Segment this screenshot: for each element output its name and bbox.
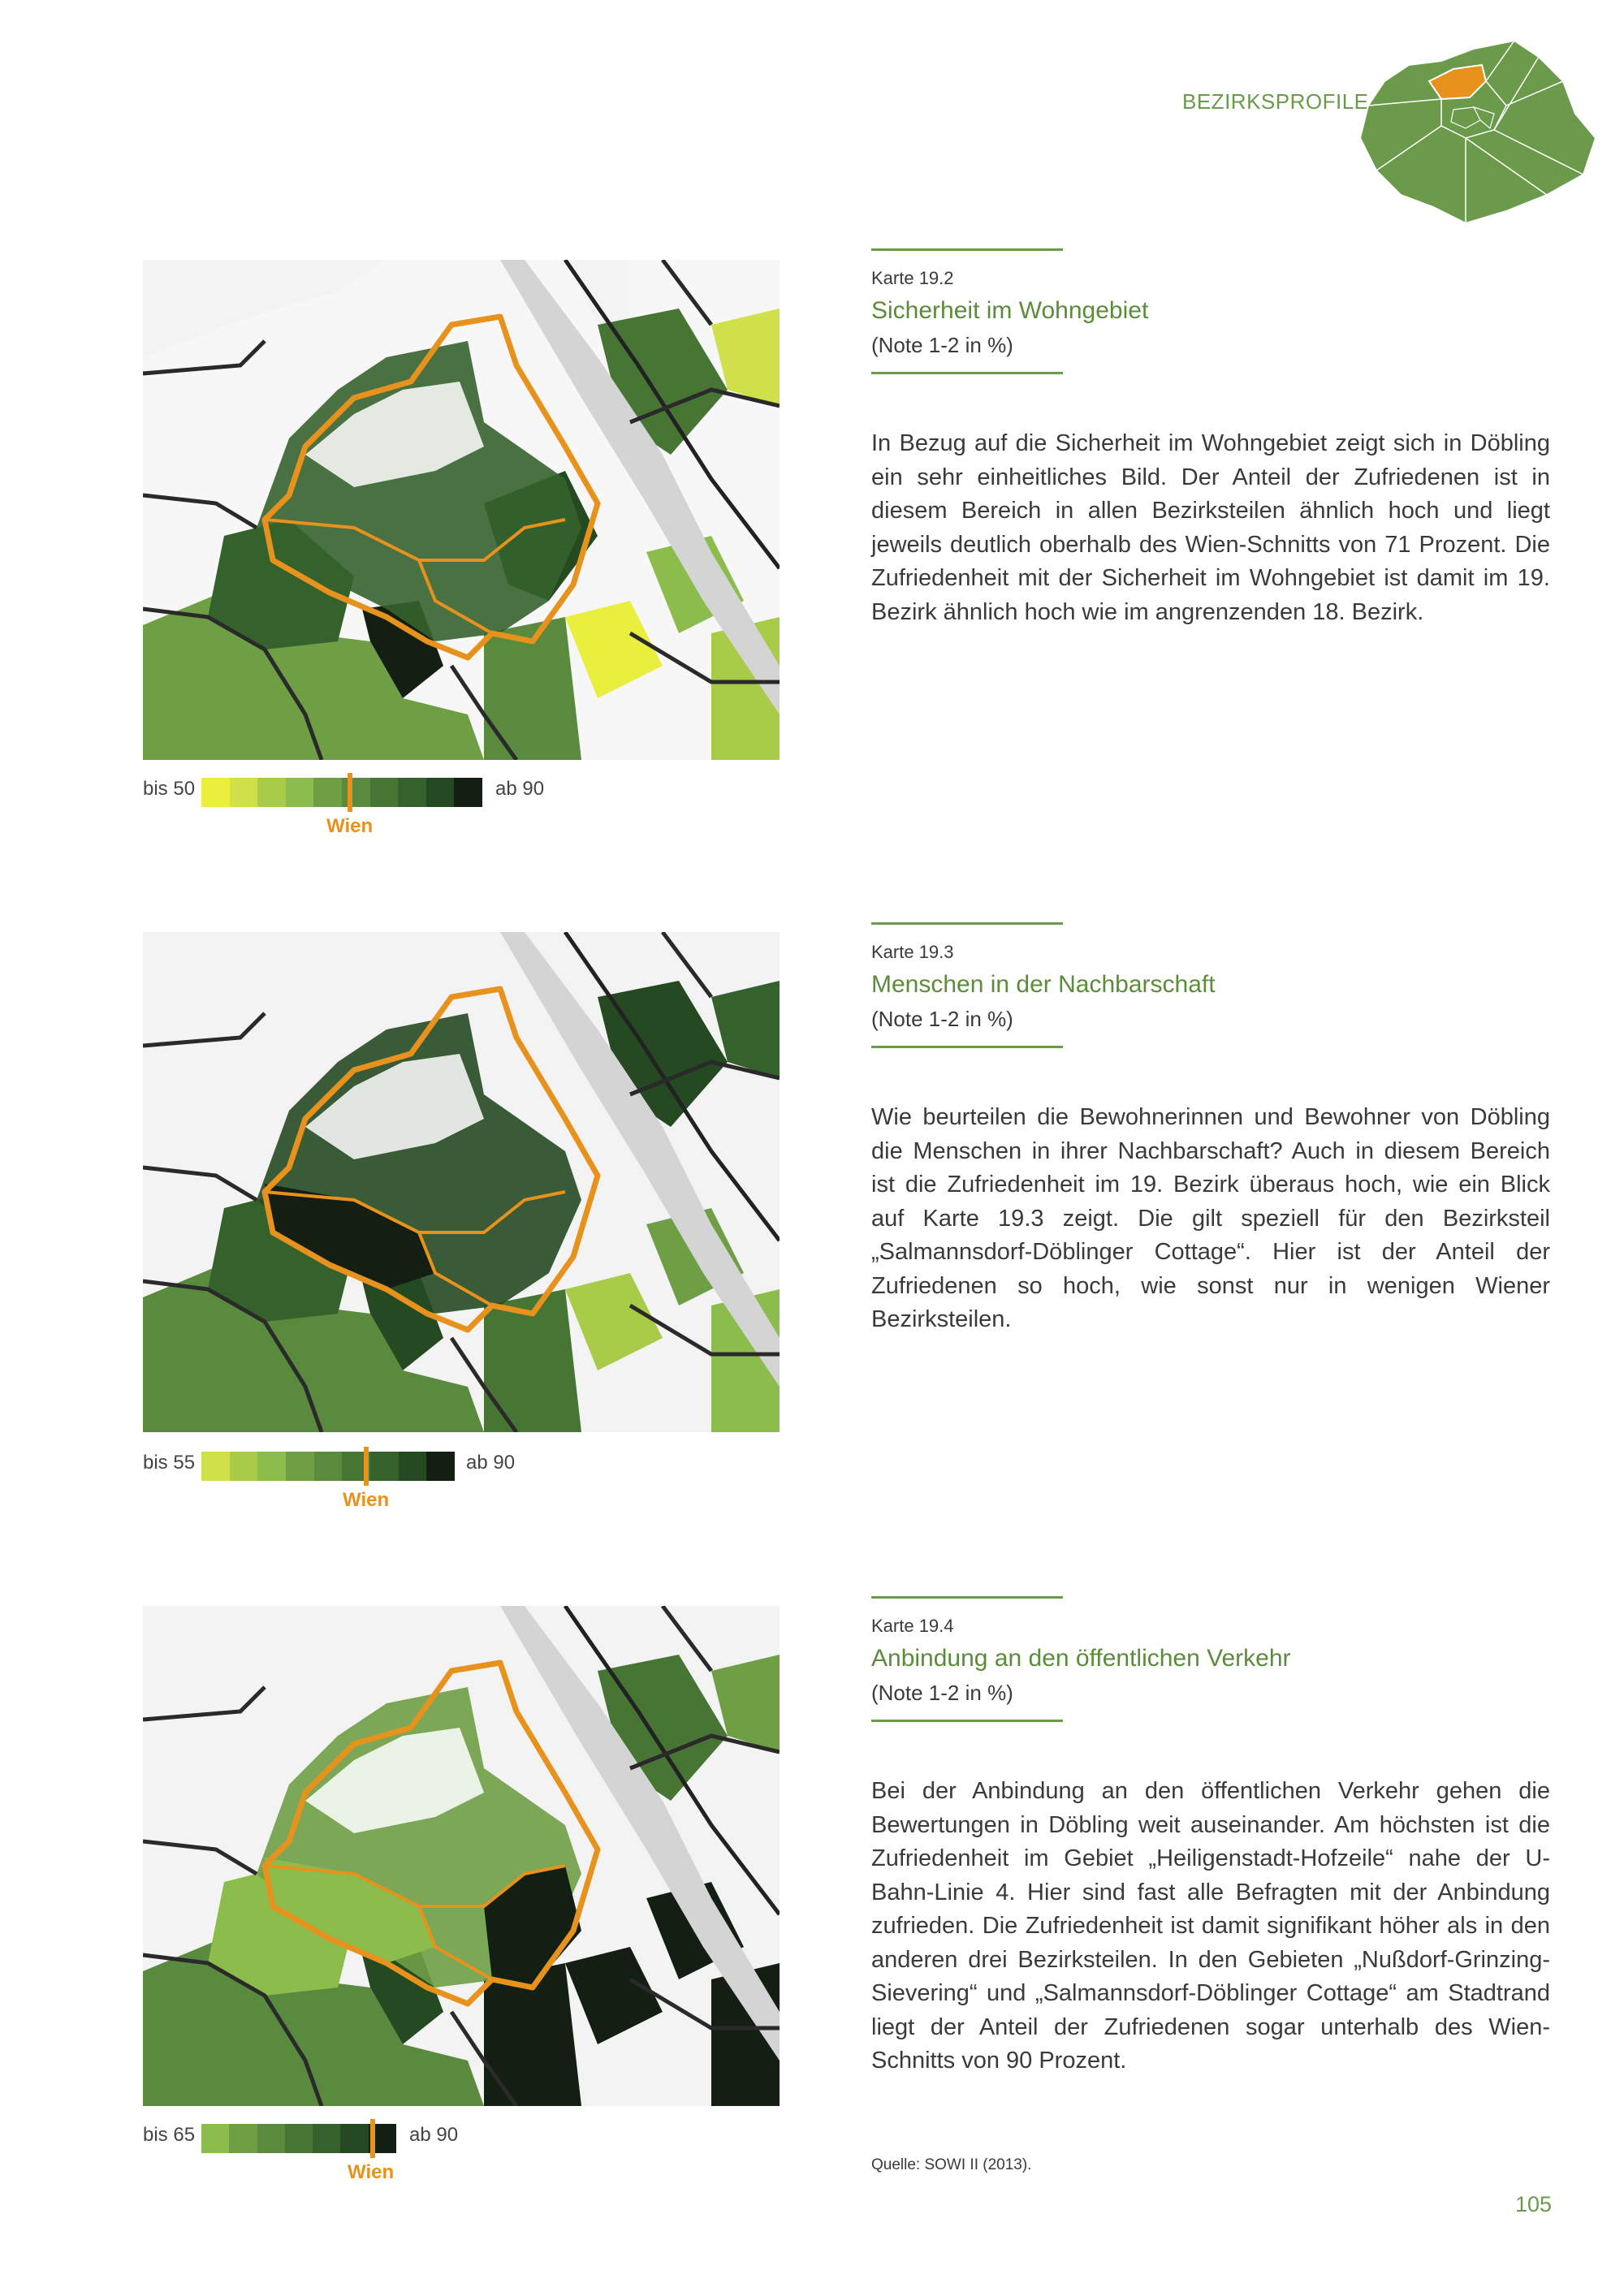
paragraph: Wie beurteilen die Bewohnerinnen und Bewohner von Döbling die Menschen in ihrer Nachbarschaft? Auch in diesem Bereich ist die Zufriedenheit im 19. Bezirk überaus hoch, wie ein Blick auf Karte 19.3 zeigt. Die gilt speziell für den Bezirksteil „Salmannsdorf-Döblinger Cottage“. Hier ist der Anteil der Zufriedenen so hoch, wie sonst nur in wenigen Wiener Bezirksteilen. <box>871 1104 1550 1332</box>
map-sicherheit-graphic <box>143 260 780 760</box>
legend-wien-marker <box>364 1447 369 1486</box>
map-number: Karte 19.2 <box>871 268 954 288</box>
legend-swatch <box>399 1452 427 1481</box>
legend-swatch <box>342 778 370 807</box>
divider <box>871 922 1063 925</box>
legend-swatch <box>257 2124 285 2153</box>
legend-swatch <box>229 2124 257 2153</box>
map-verkehr <box>143 1606 780 2106</box>
map-nachbarschaft-graphic <box>143 932 780 1432</box>
legend-max-label: ab 90 <box>495 778 545 800</box>
legend-min-label: bis 55 <box>143 1452 196 1474</box>
map-sicherheit <box>143 260 780 760</box>
legend-max-label: ab 90 <box>409 2124 459 2146</box>
legend-wien-marker <box>348 773 352 812</box>
map-title: Anbindung an den öffentlichen Verkehr <box>871 1645 1291 1672</box>
legend-wien-label: Wien <box>348 2161 395 2183</box>
section-header: BEZIRKSPROFILE <box>1182 89 1369 114</box>
legend-min-label: bis 50 <box>143 778 196 800</box>
legend-wien-marker <box>370 2119 375 2158</box>
legend-swatch <box>201 2124 229 2153</box>
legend-color-scale <box>201 2124 396 2153</box>
paragraph: In Bezug auf die Sicherheit im Wohngebiet zeigt sich in Döbling ein sehr einheitliches Bild. Der Anteil der Zufriedenen ist in diesem Bereich in allen Bezirksteilen ähnlich hoch und liegt jeweils deutlich oberhalb des Wien-Schnitts von 71 Prozent. Die Zufriedenheit mit der Sicherheit im Wohngebiet ist damit im 19. Bezirk ähnlich hoch wie im angrenzenden 18. Bezirk. <box>871 430 1550 625</box>
vienna-district-map-icon <box>1352 32 1604 227</box>
legend-swatch <box>230 778 258 807</box>
legend-min-label: bis 65 <box>143 2124 196 2146</box>
legend-swatch <box>426 1452 455 1481</box>
legend-swatch <box>398 778 426 807</box>
page-number: 105 <box>1515 2192 1553 2216</box>
paragraph: Bei der Anbindung an den öffentlichen Verkehr gehen die Bewertungen in Döbling weit auseinander. Am höchsten ist die Zufriedenheit im Gebiet „Heiligenstadt-Hofzeile“ nahe der U-Bahn-Linie 4. Hier sind fast alle Befragten mit der Anbindung zufrieden. Die Zufriedenheit ist damit signifikant höher als in den anderen drei Bezirksteilen. In den Gebieten „Nußdorf-Grinzing-Sievering“ und „Salmannsdorf-Döblinger Cottage“ am Stadtrand liegt der Anteil der Zufriedenen sogar unterhalb des Wien-Schnitts von 90 Prozent. <box>871 1778 1550 2074</box>
legend-swatch <box>313 2124 340 2153</box>
legend-swatch <box>257 1452 286 1481</box>
map-note: (Note 1-2 in %) <box>871 1681 1013 1705</box>
legend-swatch <box>201 778 230 807</box>
map-number: Karte 19.3 <box>871 942 954 962</box>
legend-swatch <box>454 778 482 807</box>
map-number: Karte 19.4 <box>871 1616 954 1636</box>
legend-swatch <box>286 778 314 807</box>
divider <box>871 1596 1063 1599</box>
legend-swatch <box>370 1452 399 1481</box>
legend-swatch <box>201 1452 230 1481</box>
legend-swatch <box>257 778 286 807</box>
legend-wien-label: Wien <box>343 1489 390 1511</box>
legend-swatch <box>313 778 342 807</box>
divider <box>871 248 1063 251</box>
legend-wien-label: Wien <box>326 815 374 837</box>
legend-map-19-3 <box>143 1452 549 1517</box>
map-title: Menschen in der Nachbarschaft <box>871 971 1216 998</box>
legend-swatch <box>314 1452 343 1481</box>
source-note: Quelle: SOWI II (2013). <box>871 2156 1032 2173</box>
map-verkehr-graphic <box>143 1606 780 2106</box>
legend-swatch <box>285 2124 313 2153</box>
legend-max-label: ab 90 <box>466 1452 516 1474</box>
divider <box>871 1720 1063 1722</box>
divider <box>871 1046 1063 1048</box>
legend-swatch <box>230 1452 258 1481</box>
legend-swatch <box>286 1452 314 1481</box>
legend-swatch <box>426 778 455 807</box>
map-nachbarschaft <box>143 932 780 1432</box>
divider <box>871 372 1063 374</box>
map-title: Sicherheit im Wohngebiet <box>871 297 1149 324</box>
legend-map-19-4 <box>143 2124 484 2189</box>
legend-map-19-2 <box>143 778 565 843</box>
legend-swatch <box>340 2124 368 2153</box>
legend-color-scale <box>201 778 482 807</box>
legend-color-scale <box>201 1452 455 1481</box>
map-note: (Note 1-2 in %) <box>871 333 1013 357</box>
legend-swatch <box>370 778 399 807</box>
map-note: (Note 1-2 in %) <box>871 1007 1013 1031</box>
